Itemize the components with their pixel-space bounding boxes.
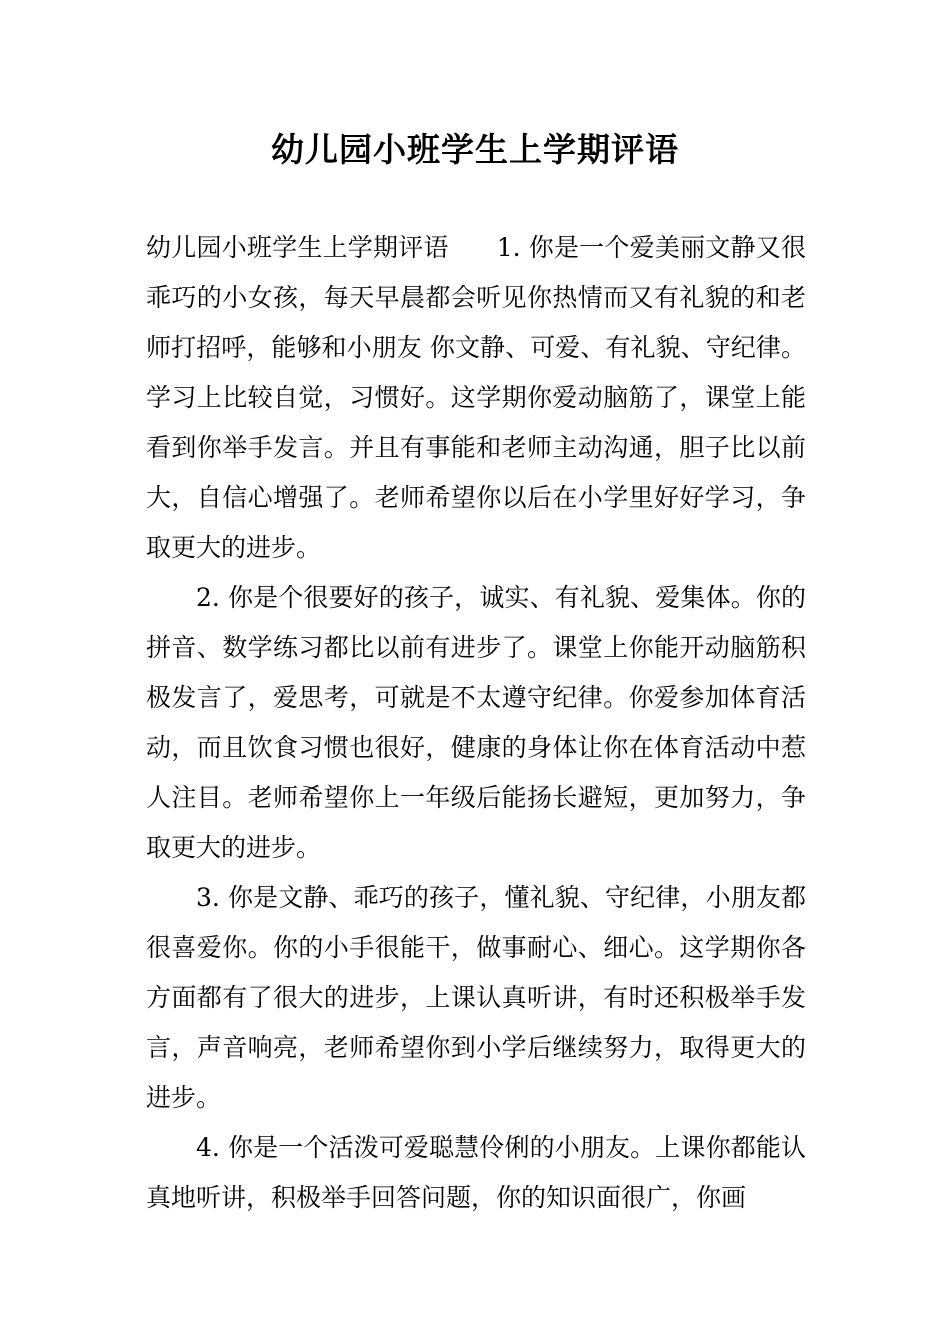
paragraph-4: 4. 你是一个活泼可爱聪慧伶俐的小朋友。上课你都能认真地听讲，积极举手回答问题，你的知识面很广，你画 bbox=[146, 1133, 806, 1212]
document-title: 幼儿园小班学生上学期评语 bbox=[271, 130, 679, 169]
paragraph-1 bbox=[146, 223, 806, 573]
paragraph-3: 3. 你是文静、乖巧的孩子，懂礼貌、守纪律，小朋友都很喜爱你。你的小手很能干，做事耐心、细心。这学期你各方面都有了很大的进步，上课认真听讲，有时还积极举手发言，声音响亮，老师希望你到小学后继续努力，取得更大的进步。 bbox=[146, 883, 806, 1112]
paragraph-2: 2. 你是个很要好的孩子，诚实、有礼貌、爱集体。你的拼音、数学练习都比以前有进步了。课堂上你能开动脑筋积极发言了，爱思考，可就是不太遵守纪律。你爱参加体育活动，而且饮食习惯也很好，健康的身体让你在体育活动中惹人注目。老师希望你上一年级后能扬长避短，更加努力，争取更大的进步。 bbox=[146, 583, 806, 862]
paragraph-1-text: 1. 你是一个爱美丽文静又很乖巧的小女孩，每天早晨都会听见你热情而又有礼貌的和老师打招呼，能够和小朋友 你文静、可爱、有礼貌、守纪律。学习上比较自觉，习惯好。这学期你爱动脑筋了，课堂上能看到你举手发言。并且有事能和老师主动沟通，胆子比以前大，自信心增强了。老师希望你以后在小学里好好学习，争取更大的进步。 bbox=[146, 233, 806, 562]
document-body bbox=[146, 223, 806, 1223]
intro-heading: 幼儿园小班学生上学期评语 bbox=[146, 233, 449, 262]
